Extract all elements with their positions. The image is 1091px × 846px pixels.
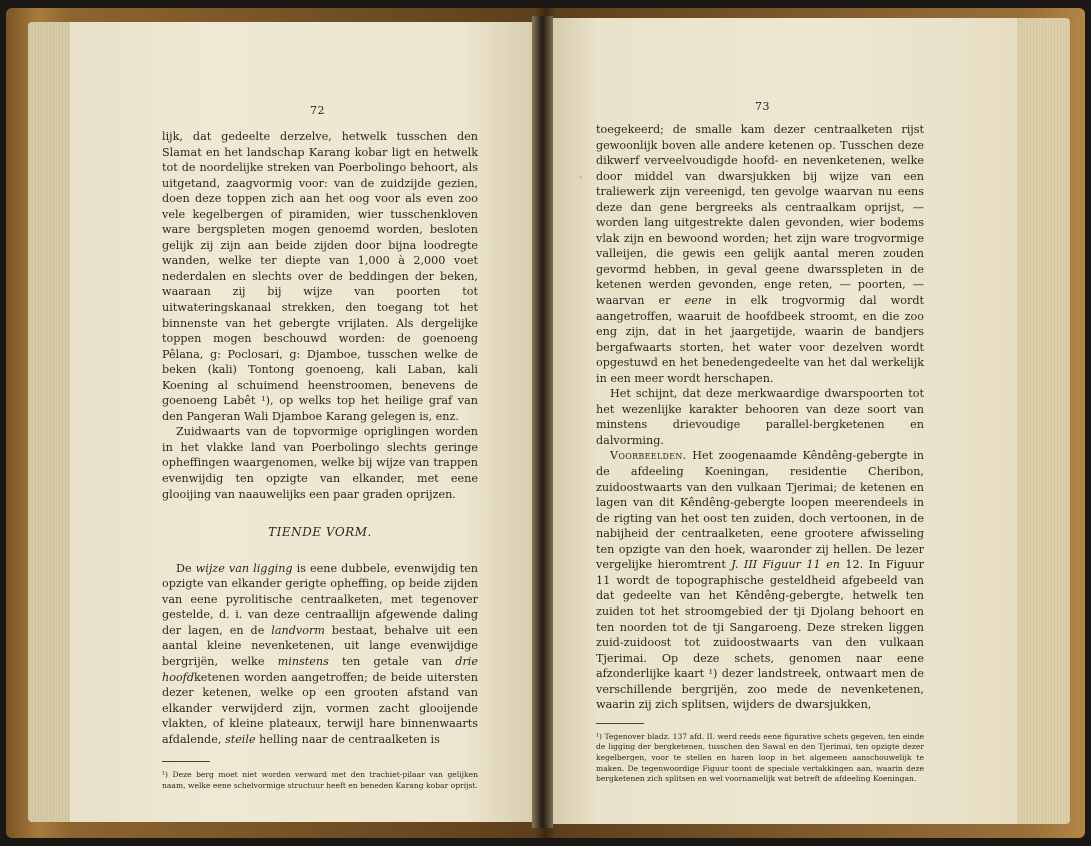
right-footnote: ¹) Tegenover bladz. 137 afd. II. werd reeds eene figurative schets gegeven, ten einde de ligging der bergketenen, tusschen den Sawal en den Tjerimai, ten opzigte dezer kegelbergen, voor te stellen en haren loop in het algemeen aanschouwelijk te maken. De tegenwoordige Figuur toont de speciale vertakkingen aan, waarin deze bergketenen zich splitsen en wel voornamelijk wat betreft de afdeeling Koeningan. (596, 731, 924, 784)
right-paragraph-2: Het schijnt, dat deze merkwaardige dwarspoorten tot het wezenlijke karakter behooren van deze soort van minstens drievoudige parallel-bergketenen en dalvorming. (596, 387, 924, 447)
page-number-left: 72 (310, 104, 325, 117)
right-page (553, 18, 1017, 824)
page-edges-right (1014, 18, 1070, 824)
left-paragraph-1: lijk, dat gedeelte derzelve, hetwelk tusschen den Slamat en het landschap Karang kobar ligt en hetwelk tot de noordelijke streken van Poerbolingo behoort, als uitgetand, zaagvormig voor: van de zuidzijde gezien, doen deze toppen zich aan het oog voor als even zoo vele kegelbergen of piramiden, wier tusschenkloven ware bergspleten mogen genoemd worden, besloten gelijk zij zijn aan beide zijden door bijna loodregte wanden, welke ter diepte van 1,000 à 2,000 voet nederdalen en slechts over de beddingen der beken, waaraan zij bij wijze van poorten tot uitwateringskanaal strekken, den toegang tot het binnenste van het gebergte vrijlaten. Als dergelijke toppen mogen beschouwd worden: de goenoeng Pêlana, g: Poclosari, g: Djamboe, tusschen welke de beken (kali) Tontong goenoeng, kali Laban, kali Koening al schuimend heenstroomen, benevens de goenoeng Labêt ¹), op welks top het heilige graf van den Pangeran Wali Djamboe Karang gelegen is, enz. (162, 130, 478, 423)
left-footnote: ¹) Deze berg moet niet worden verward met den trachiet-pilaar van gelijken naam, welke eene schelvormige structuur heeft en beneden Karang kobar oprijst. (162, 770, 478, 790)
right-page-body (596, 122, 924, 785)
right-paragraph-1: toegekeerd; de smalle kam dezer centraalketen rijst gewoonlijk boven alle andere ketenen op. Tusschen deze dikwerf verveelvoudigde hoofd- en nevenketenen, welke door middel van dwarsjukken bij wijze van een traliewerk zijn vereenigd, ten gevolge waarvan nu eens deze dan gene bergreeks als centraalkam oprijst, — worden lang uitgestrekte dalen gevonden, wier bodems vlak zijn en bewoond worden; het zijn ware trogvormige valleijen, die gewis een gelijk aantal meren zouden gevormd hebben, in geval geene dwarsspleten in de ketenen werden gevonden, enge reten, — poorten, — waarvan er eene in elk trogvormig dal wordt aangetroffen, waaruit de hoofdbeek stroomt, en die zoo eng zijn, dat in het jaargetijde, waarin de bandjers bergafwaarts storten, het water voor dezelven wordt opgestuwd en het benedengedeelte van het dal werkelijk in een meer wordt herschapen. (596, 123, 924, 385)
left-page-body (162, 129, 478, 791)
book-gutter (532, 16, 553, 828)
footnote-rule (596, 723, 644, 724)
page-edges-left (28, 22, 74, 822)
section-heading: TIENDE VORM. (268, 525, 372, 540)
left-paragraph-3: De wijze van ligging is eene dubbele, evenwijdig ten opzigte van elkander gerigte opheffing, op beide zijden van eene pyrolitische centraalketen, met tegenover gestelde, d. i. van deze centraallijn afgewende daling der lagen, en de landvorm bestaat, behalve uit een aantal kleine nevenketenen, uit lange evenwijdige bergrijën, welke minstens ten getale van drie hoofdketenen worden aangetroffen; de beide uitersten dezer ketenen, welke op een grooten afstand van elkander verwijderd zijn, vormen zacht glooijende vlakten, of kleine plateaux, terwijl hare binnenwaarts afdalende, steile helling naar de centraalketen is (162, 561, 479, 746)
page-number-right: 73 (755, 100, 770, 113)
left-paragraph-2: Zuidwaarts van de topvormige opriglingen worden in het vlakke land van Poerbolingo slechts geringe opheffingen waargenomen, welke bij wijze van trappen evenwijdig ten opzigte van elkander, met eene glooijing van naauwelijks een paar graden oprijzen. (162, 425, 478, 501)
paper-spot (579, 176, 582, 179)
left-page (70, 22, 532, 822)
footnote-rule (162, 761, 210, 762)
right-paragraph-3: Voorbeelden. Het zoogenaamde Kêndêng-gebergte in de afdeeling Koeningan, residentie Cheribon, zuidoostwaarts van den vulkaan Tjerimai; de ketenen en lagen van dit Kêndêng-gebergte loopen meerendeels in de rigting van het oost ten zuiden, doch vertoonen, in de nabijheid der centraalketen, eene grootere afwisseling ten opzigte van den hoek, waaronder zij hellen. De lezer vergelijke hieromtrent J. III Figuur 11 en 12. In Figuur 11 wordt de topographische gesteldheid afgebeeld van dat gedeelte van het Kêndêng-gebergte, hetwelk ten zuiden tot het stroomgebied der tji Djolang behoort en ten noorden tot de tji Sangaroeng. Deze streken liggen zuid-zuidoost tot zuidoostwaarts van den vulkaan Tjerimai. Op deze schets, genomen naar eene afzonderlijke kaart ¹) dezer landstreek, ontwaart men de verschillende bergrijën, zoo mede de nevenketenen, waarin zij zich splitsen, wijders de dwarsjukken, (596, 449, 924, 712)
examples-label: Voorbeelden. (610, 449, 687, 463)
